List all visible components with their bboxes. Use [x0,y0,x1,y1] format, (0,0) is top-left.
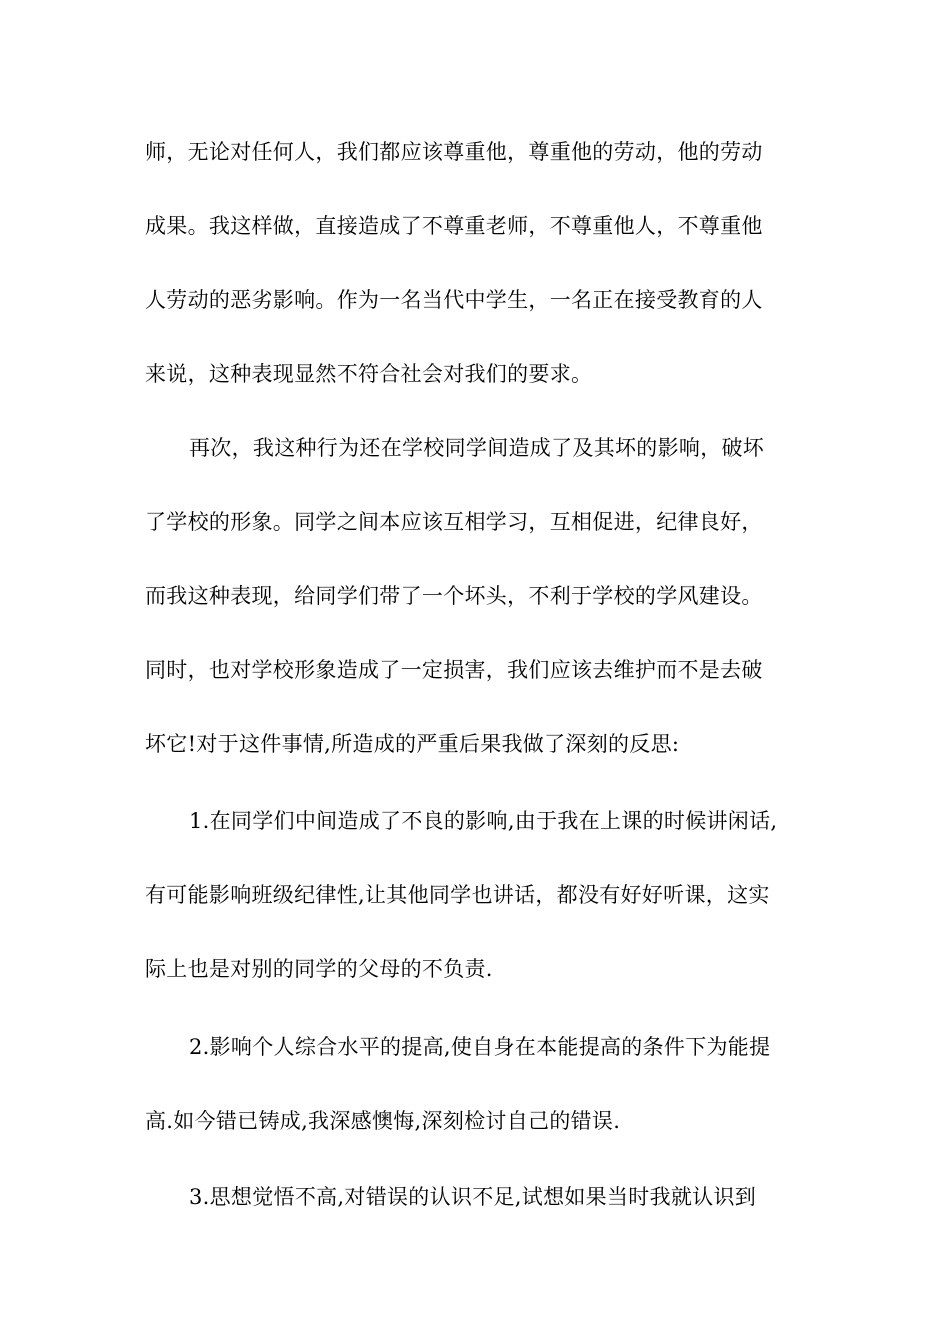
text-line-5: 再次，我这种行为还在学校同学间造成了及其坏的影响，破坏 [189,436,765,460]
text-line-13: 2.影响个人综合水平的提高,使自身在本能提高的条件下为能提 [189,1035,771,1059]
text-line-9: 坏它!对于这件事情,所造成的严重后果我做了深刻的反思: [145,732,680,756]
text-line-7: 而我这种表现，给同学们带了一个坏头，不利于学校的学风建设。 [145,584,763,608]
text-line-2: 成果。我这样做，直接造成了不尊重老师，不尊重他人，不尊重他 [145,214,763,238]
text-line-15: 3.思想觉悟不高,对错误的认识不足,试想如果当时我就认识到 [189,1185,757,1209]
text-line-10: 1.在同学们中间造成了不良的影响,由于我在上课的时候讲闲话, [189,809,778,833]
text-line-3: 人劳动的恶劣影响。作为一名当代中学生，一名正在接受教育的人 [145,288,763,312]
text-line-14: 高.如今错已铸成,我深感懊悔,深刻检讨自己的错误. [145,1109,621,1133]
text-line-8: 同时，也对学校形象造成了一定损害，我们应该去维护而不是去破 [145,658,763,682]
text-line-6: 了学校的形象。同学之间本应该互相学习，互相促进，纪律良好， [145,510,763,534]
text-line-1: 师，无论对任何人，我们都应该尊重他，尊重他的劳动，他的劳动 [145,140,763,164]
text-line-12: 际上也是对别的同学的父母的不负责. [145,957,493,981]
text-line-11: 有可能影响班级纪律性,让其他同学也讲话，都没有好好听课，这实 [145,883,770,907]
text-line-4: 来说，这种表现显然不符合社会对我们的要求。 [145,362,593,386]
